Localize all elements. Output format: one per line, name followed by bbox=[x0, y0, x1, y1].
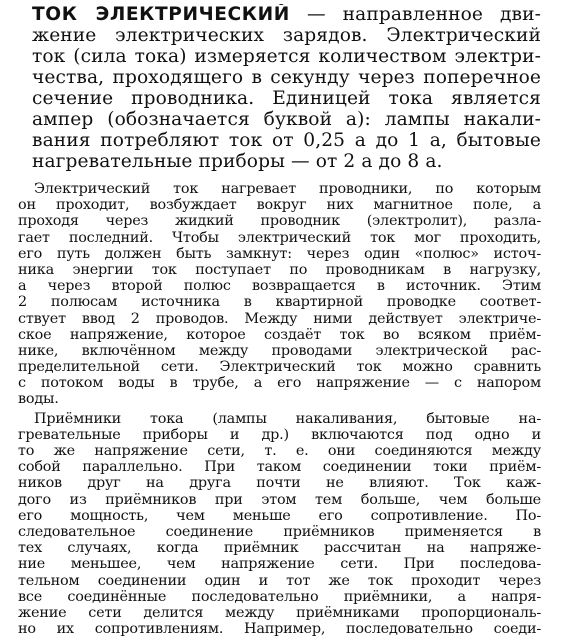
paragraph-2 bbox=[18, 411, 541, 637]
p1-line-6: ника энергии ток поступает по проводникам в нагрузку, bbox=[18, 261, 541, 278]
p2-line-14: но их сопротивлениям. Например, последовательно соеди- bbox=[18, 621, 541, 637]
p1-line-14: воды. bbox=[18, 391, 59, 408]
p1-line-1: Электрический ток нагревает проводники, по которым bbox=[34, 181, 541, 197]
article-lead bbox=[32, 4, 541, 172]
lead-line-3: ток (сила тока) измеряется количеством электри- bbox=[32, 46, 541, 67]
p2-line-13: жение сети делится между приёмниками пропорциональ- bbox=[18, 604, 541, 621]
p2-line-1: Приёмники тока (лампы накаливания, бытовые на- bbox=[34, 410, 541, 427]
p1-line-12: пределительной сети. Электрический ток можно сравнить bbox=[18, 359, 541, 376]
p1-line-11: нике, включённом между проводами электрической рас- bbox=[18, 342, 541, 359]
p1-line-5: его путь должен быть замкнут: через один «полюс» источ- bbox=[18, 245, 541, 262]
lead-line-1 bbox=[32, 4, 541, 25]
p1-line-2: он проходит, возбуждает вокруг них магнитное поле, а bbox=[18, 197, 541, 214]
lead-line-1-text: — направленное дви- bbox=[289, 4, 541, 25]
p1-line-7: а через второй полюс возвращается в источник. Этим bbox=[18, 278, 541, 295]
p1-line-13: с потоком воды в трубе, а его напряжение — с напором bbox=[18, 375, 541, 392]
p1-line-4: гает последний. Чтобы электрический ток мог проходить, bbox=[18, 229, 541, 246]
p2-line-9: тех случаях, когда приёмник рассчитан на напряже- bbox=[18, 540, 541, 557]
p2-line-10: ние меньшее, чем напряжение сети. При последова- bbox=[18, 556, 541, 573]
p1-line-3: проходя через жидкий проводник (электролит), разла- bbox=[18, 213, 541, 230]
lead-line-7: вания потребляют ток от 0,25 а до 1 а, бытовые bbox=[32, 130, 541, 151]
p2-line-5: ников друг на друга почти не влияют. Ток каж- bbox=[18, 475, 541, 492]
p2-line-8: следовательное соединение приёмников применяется в bbox=[18, 523, 541, 540]
paragraph-1 bbox=[18, 181, 541, 408]
article-headword: ТОК ЭЛЕКТРИЧЕСКИЙ bbox=[32, 4, 290, 25]
p2-line-2: гревательные приборы и др.) включаются под одно и bbox=[18, 426, 541, 443]
p1-line-9: ствует ввод 2 проводов. Между ними действует электриче- bbox=[18, 310, 541, 327]
p1-line-10: ское напряжение, которое создаёт ток во всяком приём- bbox=[18, 326, 541, 343]
lead-line-4: чества, проходящего в секунду через поперечное bbox=[32, 67, 541, 88]
p2-line-7: его мощность, чем меньше его сопротивление. По- bbox=[18, 507, 541, 524]
p2-line-6: дого из приёмников при этом тем больше, чем больше bbox=[18, 491, 541, 508]
p2-line-11: тельном соединении один и тот же ток проходит через bbox=[18, 572, 541, 589]
p1-line-8: 2 полюсам источника в квартирной проводке соответ- bbox=[18, 294, 541, 311]
lead-line-8: нагревательные приборы — от 2 а до 8 а. bbox=[32, 151, 443, 172]
lead-line-5: сечение проводника. Единицей тока является bbox=[32, 88, 541, 109]
lead-line-2: жение электрических зарядов. Электрический bbox=[32, 25, 541, 46]
p2-line-12: все соединённые последовательно приёмники, а напря- bbox=[18, 588, 541, 605]
p2-line-3: то же напряжение сети, т. е. они соединяются между bbox=[18, 443, 541, 459]
lead-line-6: ампер (обозначается буквой а): лампы накали- bbox=[32, 109, 541, 130]
p2-line-4: собой параллельно. При таком соединении токи приём- bbox=[18, 459, 541, 476]
